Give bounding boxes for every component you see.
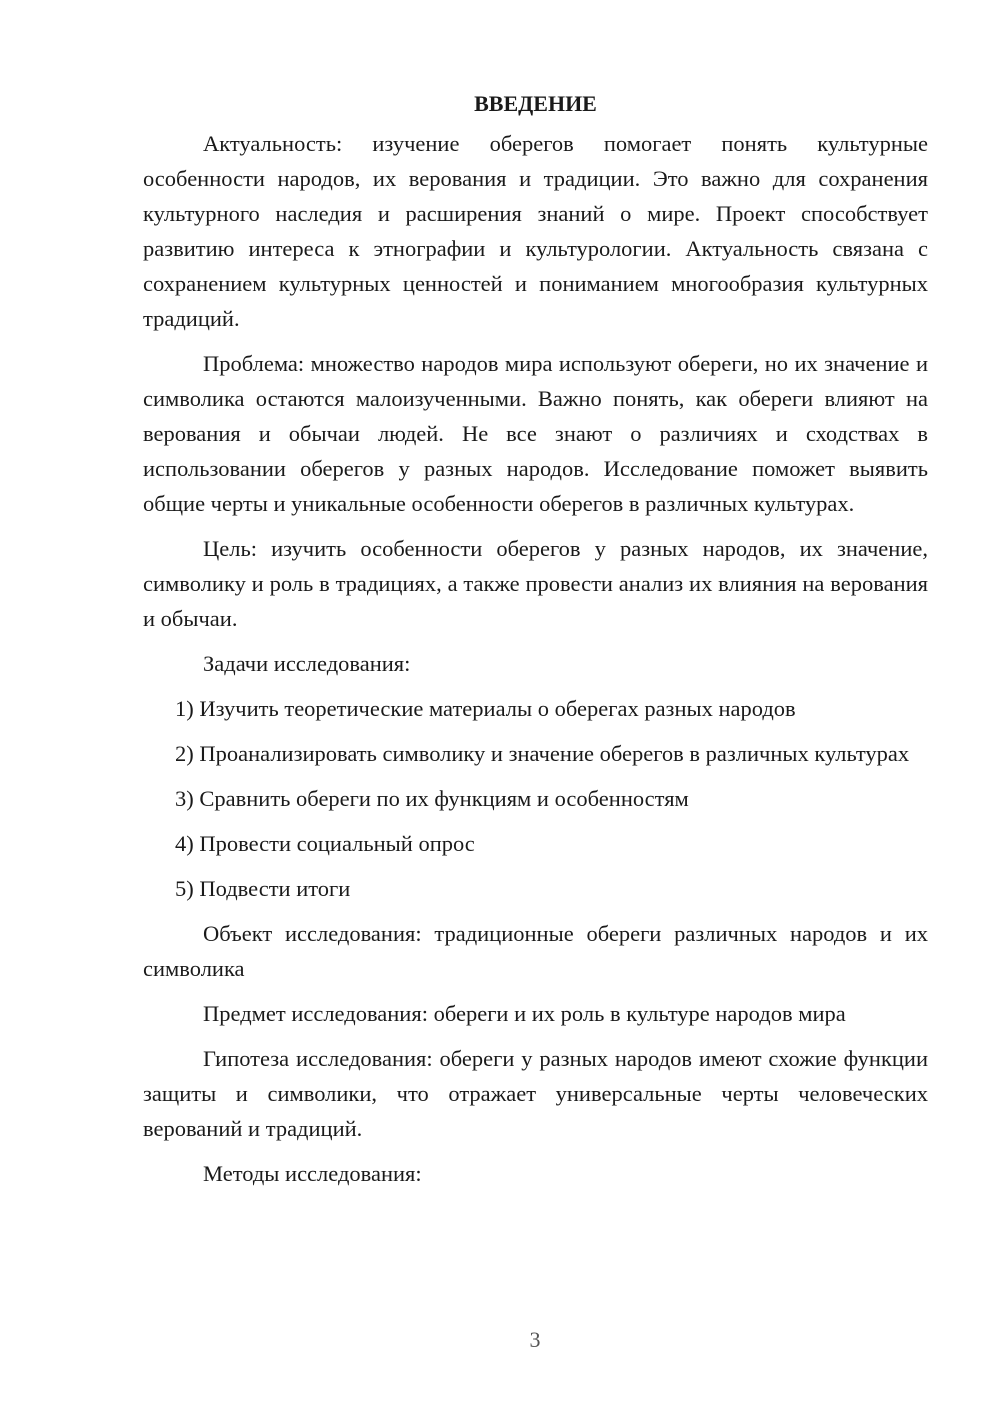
hypothesis-paragraph: Гипотеза исследования: обереги у разных народов имеют схожие функции защиты и символики, что отражает универсальные черты человеческих верований и традиций.: [143, 1046, 928, 1141]
goal-paragraph: Цель: изучить особенности оберегов у разных народов, их значение, символику и роль в традициях, а также провести анализ их влияния на верования и обычаи.: [143, 536, 928, 631]
page-number: 3: [529, 1327, 541, 1352]
document-page: [143, 86, 928, 1201]
page-title: ВВЕДЕНИЕ: [474, 91, 597, 116]
task-item: 1) Изучить теоретические материалы о оберегах разных народов: [175, 696, 796, 721]
task-item: 5) Подвести итоги: [175, 876, 351, 901]
subject-paragraph: Предмет исследования: обереги и их роль в культуре народов мира: [203, 1001, 846, 1026]
task-item: 2) Проанализировать символику и значение оберегов в различных культурах: [175, 741, 910, 766]
task-item: 4) Провести социальный опрос: [175, 831, 475, 856]
methods-heading: Методы исследования:: [203, 1161, 422, 1186]
problem-paragraph: Проблема: множество народов мира используют обереги, но их значение и символика остаются малоизученными. Важно понять, как обереги влияют на верования и обычаи людей. Не все знают о различиях и сходствах в использовании оберегов у разных народов. Исследование поможет выявить общие черты и уникальные особенности оберегов в различных культурах.: [143, 351, 928, 516]
relevance-paragraph: Актуальность: изучение оберегов помогает понять культурные особенности народов, их верования и традиции. Это важно для сохранения культурного наследия и расширения знаний о мире. Проект способствует развитию интереса к этнографии и культурологии. Актуальность связана с сохранением культурных ценностей и пониманием многообразия культурных традиций.: [143, 131, 928, 331]
tasks-heading: Задачи исследования:: [203, 651, 411, 676]
task-item: 3) Сравнить обереги по их функциям и особенностям: [175, 786, 689, 811]
object-paragraph: Объект исследования: традиционные обереги различных народов и их символика: [143, 921, 928, 981]
